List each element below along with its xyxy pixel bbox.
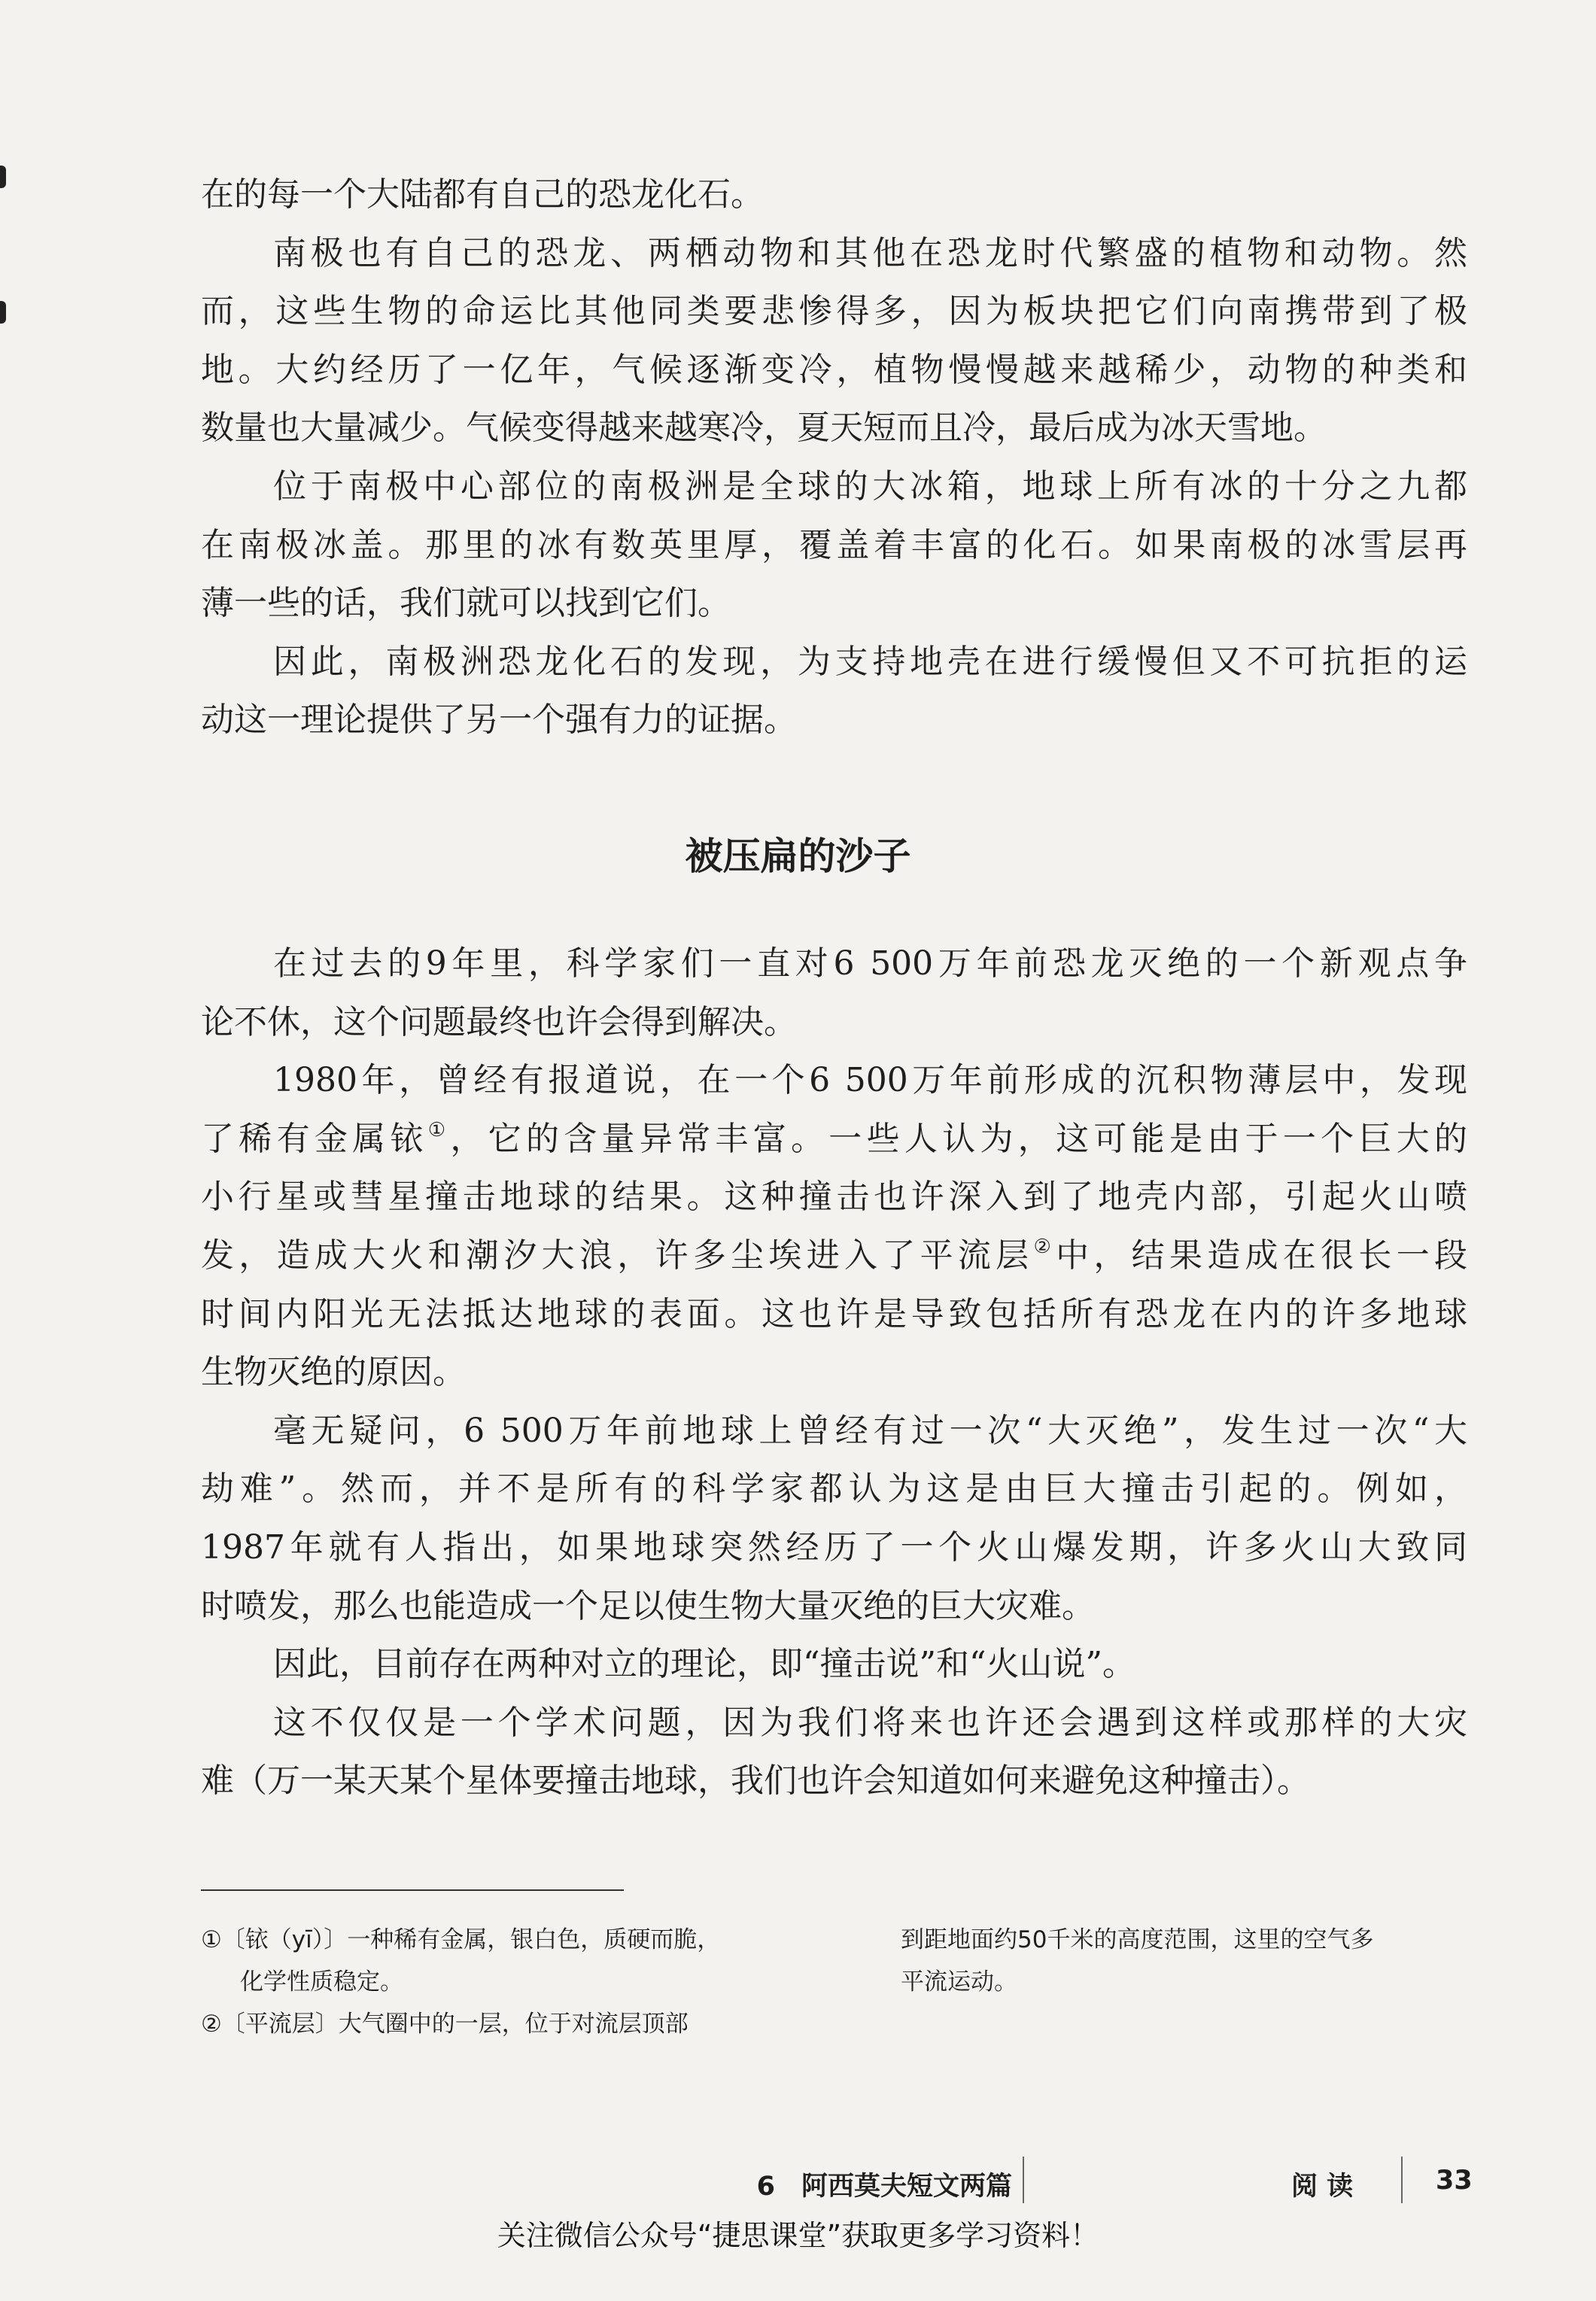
text-line: 生物灭绝的原因。 [201, 1353, 466, 1392]
footnote-1: ①〔铱（yī）〕一种稀有金属，银白色，质硬而脆， [201, 1926, 721, 1953]
text-line [201, 1110, 1467, 1169]
footnotes-right-column [901, 1919, 1473, 2003]
text-line: 在的每一个大陆都有自己的恐龙化石。 [201, 175, 764, 214]
text-segment: ，它的含量异常丰富。一些人认为，这可能是由于一个巨大的 [450, 1119, 1468, 1158]
text-line: 在过去的9年里，科学家们一直对6 500万年前恐龙灭绝的一个新观点争 [273, 944, 1467, 983]
text-line: 1980年，曾经有报道说，在一个6 500万年前形成的沉积物薄层中，发现 [273, 1061, 1467, 1100]
footnote-marker: ② [1033, 1235, 1056, 1258]
text-line: 在南极冰盖。那里的冰有数英里厚，覆盖着丰富的化石。如果南极的冰雪层再 [201, 525, 1467, 564]
footnote-2-continued: 平流运动。 [901, 1968, 1017, 1996]
footnote-2: ②〔平流层〕大气圈中的一层，位于对流层顶部 [201, 2011, 689, 2038]
text-line: 难（万一某天某个星体要撞击地球，我们也许会知道如何来避免这种撞击）。 [201, 1761, 1310, 1801]
footnote-2-continued: 到距地面约50千米的高度范围，这里的空气多 [901, 1926, 1374, 1953]
text-line: 论不休，这个问题最终也许会得到解决。 [201, 1002, 797, 1041]
text-segment: 发，造成大火和潮汐大浪，许多尘埃进入了平流层 [201, 1236, 1034, 1275]
text-line: 动这一理论提供了另一个强有力的证据。 [201, 701, 797, 740]
text-line: 地。大约经历了一亿年，气候逐渐变冷，植物慢慢越来越稀少，动物的种类和 [201, 350, 1467, 389]
footer-divider [1023, 2157, 1024, 2203]
text-line: 时间内阳光无法抵达地球的表面。这也许是导致包括所有恐龙在内的许多地球 [201, 1294, 1467, 1333]
text-line: 数量也大量减少。气候变得越来越寒冷，夏天短而且冷，最后成为冰天雪地。 [201, 409, 1327, 448]
text-line: 因此，南极洲恐龙化石的发现，为支持地壳在进行缓慢但又不可抗拒的运 [273, 642, 1467, 681]
footer-divider [1401, 2157, 1403, 2203]
page-number: 33 [1436, 2166, 1473, 2196]
watermark-text: 关注微信公众号“捷思课堂”获取更多学习资料！ [497, 2219, 1099, 2252]
text-line: 毫无疑问，6 500万年前地球上曾经有过一次“大灭绝”，发生过一次“大 [273, 1411, 1467, 1450]
footer-chapter-title: 6 阿西莫夫短文两篇 [756, 2172, 1012, 2202]
body-text-block-2 [201, 935, 1467, 1810]
text-line: 位于南极中心部位的南极洲是全球的大冰箱，地球上所有冰的十分之九都 [273, 467, 1467, 506]
footnote-1-continued: 化学性质稳定。 [240, 1968, 403, 1996]
text-line [201, 1226, 1467, 1285]
text-line: 时喷发，那么也能造成一个足以使生物大量灭绝的巨大灾难。 [201, 1586, 1095, 1625]
text-line: 而，这些生物的命运比其他同类要悲惨得多，因为板块把它们向南携带到了极 [201, 292, 1467, 331]
text-line: 小行星或彗星撞击地球的结果。这种撞击也许深入到了地壳内部，引起火山喷 [201, 1178, 1467, 1217]
section-heading: 被压扁的沙子 [685, 834, 911, 878]
footnote-divider [201, 1889, 624, 1891]
text-line: 南极也有自己的恐龙、两栖动物和其他在恐龙时代繁盛的植物和动物。然 [273, 233, 1467, 272]
text-line: 1987年就有人指出，如果地球突然经历了一个火山爆发期，许多火山大致同 [201, 1527, 1467, 1567]
text-line: 因此，目前存在两种对立的理论，即“撞击说”和“火山说”。 [273, 1645, 1135, 1684]
footnotes-left-column [201, 1919, 825, 2045]
binding-mark [0, 166, 6, 188]
footnote-marker: ① [427, 1118, 451, 1141]
text-line: 这不仅仅是一个学术问题，因为我们将来也许还会遇到这样或那样的大灾 [273, 1703, 1467, 1742]
text-segment: 了稀有金属铱 [201, 1119, 428, 1158]
body-text-block-1 [201, 166, 1467, 749]
footer-section: 阅 读 [1291, 2172, 1354, 2202]
text-line: 薄一些的话，我们就可以找到它们。 [201, 584, 731, 623]
binding-mark [0, 301, 6, 324]
text-segment: 中，结果造成在很长一段 [1056, 1236, 1468, 1275]
text-line: 劫难”。然而，并不是所有的科学家都认为这是由巨大撞击引起的。例如， [201, 1470, 1467, 1509]
